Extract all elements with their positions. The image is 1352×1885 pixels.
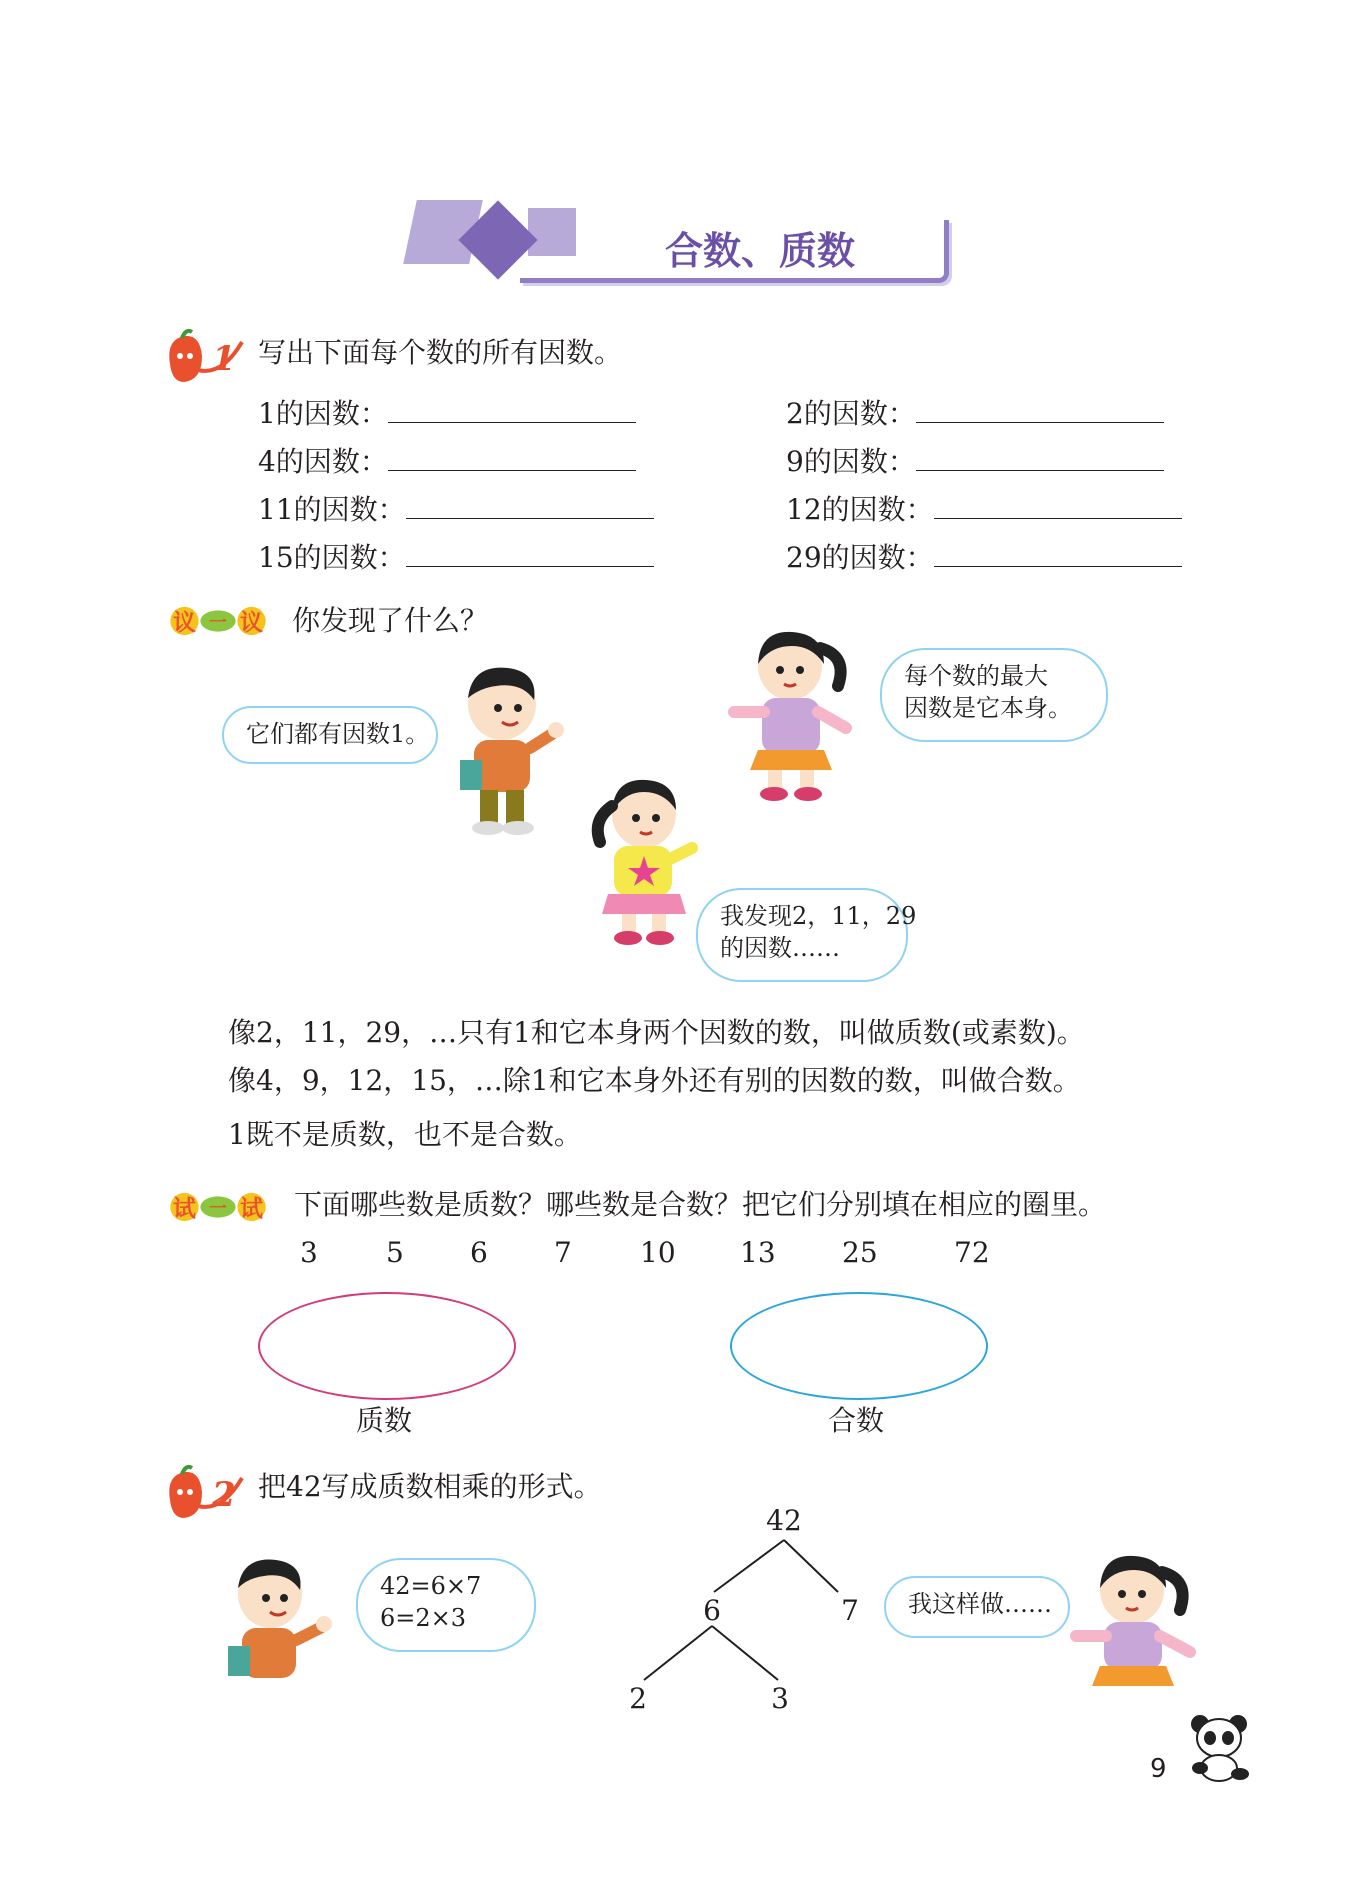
tree-node: 3 xyxy=(771,1682,789,1715)
speech-bubble xyxy=(884,1576,1070,1638)
svg-text:试: 试 xyxy=(240,1195,264,1222)
factor-row xyxy=(786,444,1164,479)
prime-oval[interactable] xyxy=(258,1292,516,1400)
tree-root: 42 xyxy=(766,1504,802,1537)
girl-illustration xyxy=(1060,1552,1204,1698)
svg-text:2: 2 xyxy=(212,1475,236,1515)
factor-label: 1的因数： xyxy=(258,397,388,430)
discuss-prompt: 你发现了什么？ xyxy=(292,604,489,637)
factor-row xyxy=(258,540,654,575)
tree-node: 2 xyxy=(629,1682,647,1715)
girl-illustration xyxy=(588,776,700,948)
answer-blank[interactable] xyxy=(388,396,636,423)
factor-label: 2的因数： xyxy=(786,397,916,430)
factor-label: 12的因数： xyxy=(786,493,934,526)
page-title: 合数、质数 xyxy=(664,228,855,273)
girl-illustration xyxy=(720,628,864,804)
number-item: 13 xyxy=(740,1236,776,1269)
speech-bubble xyxy=(356,1558,536,1652)
bubble-text: 每个数的最大 xyxy=(904,662,1048,690)
factor-label: 29的因数： xyxy=(786,541,934,574)
bubble-text: 我这样做…… xyxy=(908,1590,1052,1618)
bubble-text: 的因数…… xyxy=(720,934,840,963)
composite-oval[interactable] xyxy=(730,1292,988,1400)
answer-blank[interactable] xyxy=(916,396,1164,423)
factor-row xyxy=(786,540,1182,575)
try-prompt: 下面哪些数是质数？哪些数是合数？把它们分别填在相应的圈里。 xyxy=(294,1188,1107,1221)
number-item: 10 xyxy=(640,1236,676,1269)
tree-node: 6 xyxy=(703,1594,721,1627)
example-badge-icon xyxy=(162,326,252,386)
bubble-text: 42=6×7 xyxy=(380,1572,482,1600)
definition-prime: 像2，11，29，…只有1和它本身两个因数的数，叫做质数(或素数)。 xyxy=(228,1016,1085,1049)
svg-text:议: 议 xyxy=(240,609,264,636)
answer-blank[interactable] xyxy=(916,444,1164,471)
factor-row xyxy=(258,396,636,431)
discuss-badge-icon xyxy=(162,606,274,636)
factor-label: 4的因数： xyxy=(258,445,388,478)
number-item: 7 xyxy=(554,1236,572,1269)
answer-blank[interactable] xyxy=(406,540,654,567)
bubble-text: 6=2×3 xyxy=(380,1604,467,1633)
answer-blank[interactable] xyxy=(934,492,1182,519)
svg-text:一: 一 xyxy=(209,1199,227,1220)
factor-row xyxy=(258,444,636,479)
example2-prompt: 把42写成质数相乘的形式。 xyxy=(258,1470,602,1503)
factor-label: 9的因数： xyxy=(786,445,916,478)
bubble-text: 因数是它本身。 xyxy=(904,694,1072,723)
svg-text:试: 试 xyxy=(172,1195,196,1222)
speech-bubble xyxy=(880,648,1108,742)
number-item: 25 xyxy=(842,1236,878,1269)
svg-text:1: 1 xyxy=(212,339,236,379)
answer-blank[interactable] xyxy=(406,492,654,519)
composite-label: 合数 xyxy=(828,1404,885,1437)
example-badge-icon xyxy=(162,1462,252,1522)
factor-tree xyxy=(620,1500,880,1720)
svg-text:一: 一 xyxy=(209,613,227,634)
panda-icon xyxy=(1182,1710,1256,1784)
factor-label: 11的因数： xyxy=(258,493,406,526)
definition-composite: 像4，9，12，15，…除1和它本身外还有别的因数的数，叫做合数。 xyxy=(228,1064,1081,1097)
number-item: 6 xyxy=(470,1236,488,1269)
tree-node: 7 xyxy=(841,1594,859,1627)
svg-text:议: 议 xyxy=(172,609,196,636)
definition-one: 1既不是质数，也不是合数。 xyxy=(228,1118,582,1151)
example1-prompt: 写出下面每个数的所有因数。 xyxy=(258,336,623,369)
number-item: 3 xyxy=(300,1236,318,1269)
boy-illustration xyxy=(222,1556,334,1684)
page-number: 9 xyxy=(1150,1754,1167,1784)
factor-label: 15的因数： xyxy=(258,541,406,574)
factor-row xyxy=(786,492,1182,527)
number-item: 5 xyxy=(386,1236,404,1269)
number-item: 72 xyxy=(954,1236,990,1269)
prime-label: 质数 xyxy=(356,1404,413,1437)
bubble-text: 它们都有因数1。 xyxy=(246,720,430,748)
factor-row xyxy=(258,492,654,527)
speech-bubble xyxy=(222,706,438,764)
boy-illustration xyxy=(452,664,568,838)
speech-bubble xyxy=(696,888,917,982)
answer-blank[interactable] xyxy=(388,444,636,471)
answer-blank[interactable] xyxy=(934,540,1182,567)
factor-row xyxy=(786,396,1164,431)
bubble-text: 我发现2，11，29 xyxy=(720,902,917,930)
try-badge-icon xyxy=(162,1192,274,1222)
